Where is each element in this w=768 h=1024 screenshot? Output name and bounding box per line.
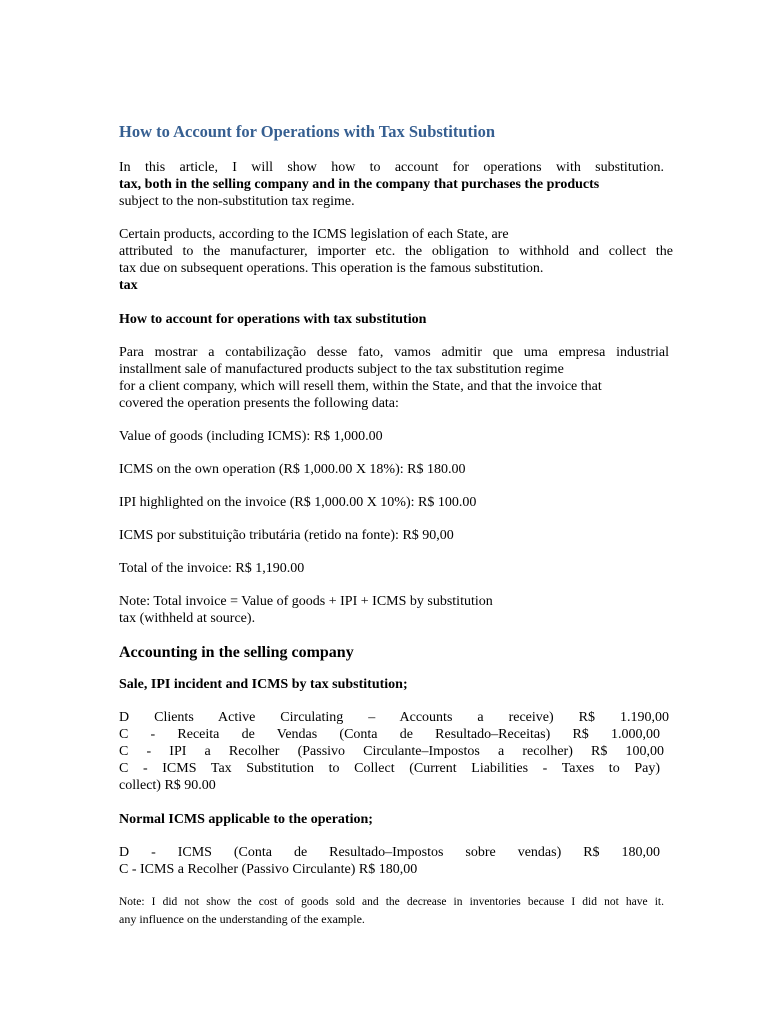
- para3-line-3: for a client company, which will resell them, within the State, and that the invoice that: [119, 379, 602, 394]
- icms-own-operation: ICMS on the own operation (R$ 1,000.00 X 18%): R$ 180.00: [119, 462, 466, 477]
- para3-line-4: covered the operation presents the following data:: [119, 396, 399, 411]
- para2-line-1: Certain products, according to the ICMS legislation of each State, are: [119, 227, 509, 242]
- entry1-line-1: D Clients Active Circulating – Accounts a receive) R$ 1.190,00: [119, 710, 669, 725]
- intro-line-2: tax, both in the selling company and in the company that purchases the products: [119, 177, 600, 192]
- document-title: How to Account for Operations with Tax Substitution: [119, 122, 496, 141]
- para2-line-4: tax: [119, 278, 138, 293]
- entry2-lines: [119, 844, 673, 878]
- note1-line-1: Note: Total invoice = Value of goods + IPI + ICMS by substitution: [119, 594, 493, 609]
- subheading: How to account for operations with tax substitution: [119, 312, 427, 327]
- invoice-total: Total of the invoice: R$ 1,190.00: [119, 561, 305, 576]
- entry1-line-4: C - ICMS Tax Substitution to Collect (Current Liabilities - Taxes to Pay): [119, 761, 660, 776]
- data-line-total: [119, 560, 673, 577]
- intro-paragraph: [119, 159, 673, 210]
- section-heading: Accounting in the selling company: [119, 644, 354, 661]
- note1-line-2: tax (withheld at source).: [119, 611, 256, 626]
- note-1: [119, 593, 673, 627]
- entry1-heading: Sale, IPI incident and ICMS by tax substitution;: [119, 677, 408, 692]
- data-line-icms-st: [119, 527, 673, 544]
- entry1-line-2: C - Receita de Vendas (Conta de Resultado–Receitas) R$ 1.000,00: [119, 727, 660, 742]
- document-page: [119, 122, 673, 928]
- entry1-heading-block: [119, 675, 673, 693]
- paragraph-3: [119, 344, 673, 412]
- paragraph-2: [119, 226, 673, 294]
- entry2-line-2: C - ICMS a Recolher (Passivo Circulante) R$ 180,00: [119, 862, 418, 877]
- subheading-block: [119, 310, 673, 328]
- note2-line-2: any influence on the understanding of the example.: [119, 912, 365, 926]
- para2-line-3: tax due on subsequent operations. This operation is the famous substitution.: [119, 261, 544, 276]
- entry2-line-1: D - ICMS (Conta de Resultado–Impostos sobre vendas) R$ 180,00: [119, 845, 660, 860]
- para3-line-2: installment sale of manufactured products subject to the tax substitution regime: [119, 362, 564, 377]
- value-of-goods: Value of goods (including ICMS): R$ 1,000.00: [119, 429, 383, 444]
- note-2: [119, 894, 673, 928]
- entry1-lines: [119, 709, 673, 794]
- note2-line-1: Note: I did not show the cost of goods sold and the decrease in inventories because I did not have it.: [119, 896, 664, 908]
- entry2-heading: Normal ICMS applicable to the operation;: [119, 812, 373, 827]
- data-line-icms: [119, 461, 673, 478]
- entry1-line-5: collect) R$ 90.00: [119, 778, 216, 793]
- para3-line-1: Para mostrar a contabilização desse fato, vamos admitir que uma empresa industrial: [119, 345, 669, 360]
- entry2-heading-block: [119, 810, 673, 828]
- intro-line-3: subject to the non-substitution tax regime.: [119, 194, 355, 209]
- icms-substitution: ICMS por substituição tributária (retido na fonte): R$ 90,00: [119, 528, 454, 543]
- entry1-line-3: C - IPI a Recolher (Passivo Circulante–Impostos a recolher) R$ 100,00: [119, 744, 664, 759]
- data-line-goods: [119, 428, 673, 445]
- data-line-ipi: [119, 494, 673, 511]
- ipi-highlighted: IPI highlighted on the invoice (R$ 1,000.00 X 10%): R$ 100.00: [119, 495, 477, 510]
- para2-line-2: attributed to the manufacturer, importer etc. the obligation to withhold and collect the: [119, 244, 673, 259]
- intro-line-1: In this article, I will show how to account for operations with substitution.: [119, 160, 664, 175]
